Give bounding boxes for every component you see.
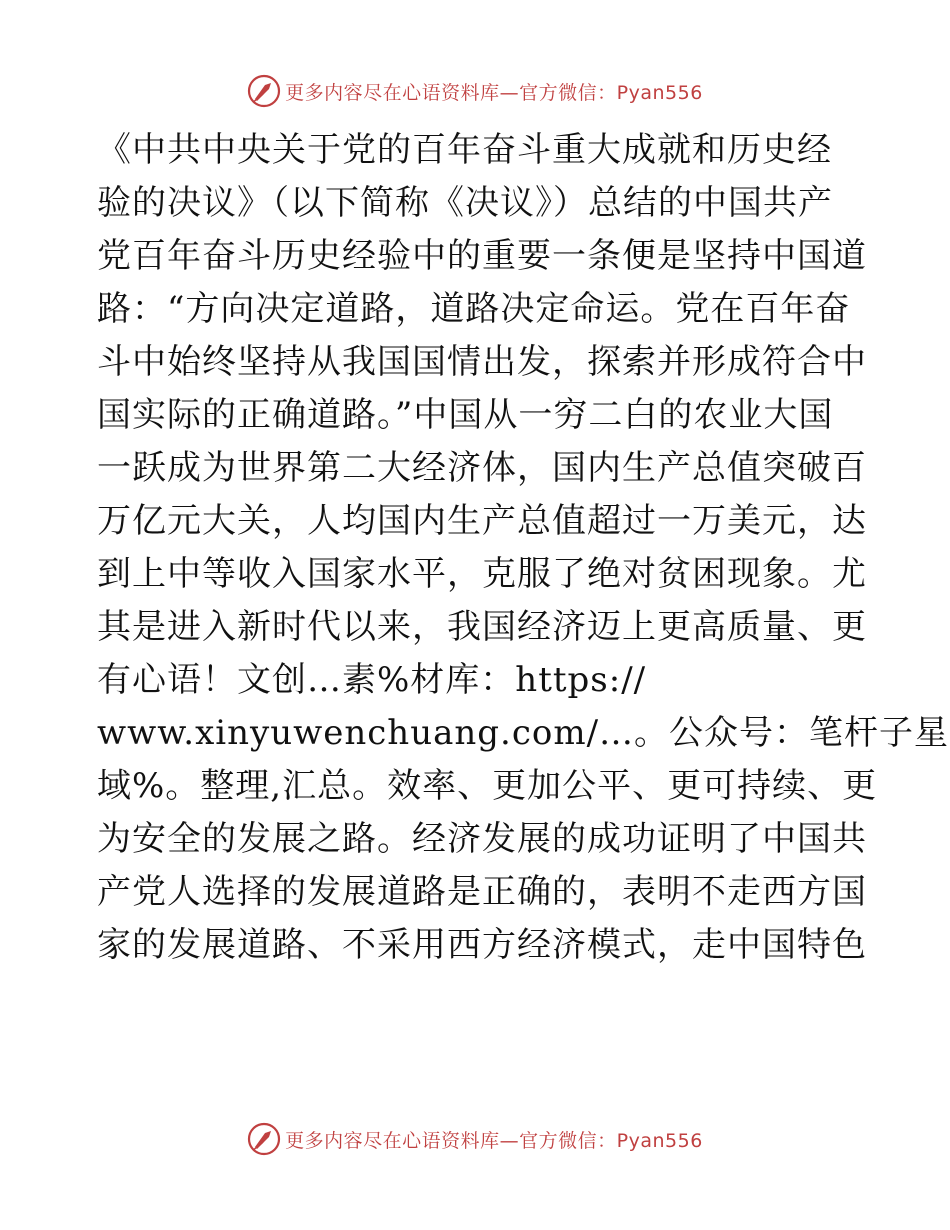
text-line: 斗中始终坚持从我国国情出发，探索并形成符合中	[97, 342, 867, 382]
text-line: 万亿元大关，人均国内生产总值超过一万美元，达	[97, 501, 867, 541]
text-line: 路：“方向决定道路，道路决定命运。党在百年奋	[97, 289, 851, 329]
text-line: 家的发展道路、不采用西方经济模式，走中国特色	[97, 925, 867, 965]
pen-nib-logo-icon	[247, 74, 281, 108]
footer-banner	[0, 1122, 950, 1156]
text-line: 域%。整理,汇总。效率、更加公平、更可持续、更	[97, 766, 878, 806]
document-body	[97, 124, 950, 972]
text-line: 产党人选择的发展道路是正确的，表明不走西方国	[97, 872, 867, 912]
header-banner-text: 更多内容尽在心语资料库—官方微信：Pyan556	[285, 81, 703, 104]
header-banner	[0, 74, 950, 108]
text-line: 党百年奋斗历史经验中的重要一条便是坚持中国道	[97, 236, 867, 276]
text-line: 一跃成为世界第二大经济体，国内生产总值突破百	[97, 448, 867, 488]
text-line: 为安全的发展之路。经济发展的成功证明了中国共	[97, 819, 867, 859]
text-line: 有心语！文创…素%材库：https://	[97, 660, 647, 700]
text-line: 到上中等收入国家水平，克服了绝对贫困现象。尤	[97, 554, 867, 594]
text-line: 验的决议》（以下简称《决议》）总结的中国共产	[97, 183, 833, 223]
text-line: 《中共中央关于党的百年奋斗重大成就和历史经	[97, 130, 832, 170]
text-line: 其是进入新时代以来，我国经济迈上更高质量、更	[97, 607, 867, 647]
pen-nib-logo-icon	[247, 1122, 281, 1156]
text-line: www.xinyuwenchuang.com/…。公众号：笔杆子星	[97, 713, 950, 753]
text-line: 国实际的正确道路。”中国从一穷二白的农业大国	[97, 395, 834, 435]
footer-banner-text: 更多内容尽在心语资料库—官方微信：Pyan556	[285, 1129, 703, 1152]
